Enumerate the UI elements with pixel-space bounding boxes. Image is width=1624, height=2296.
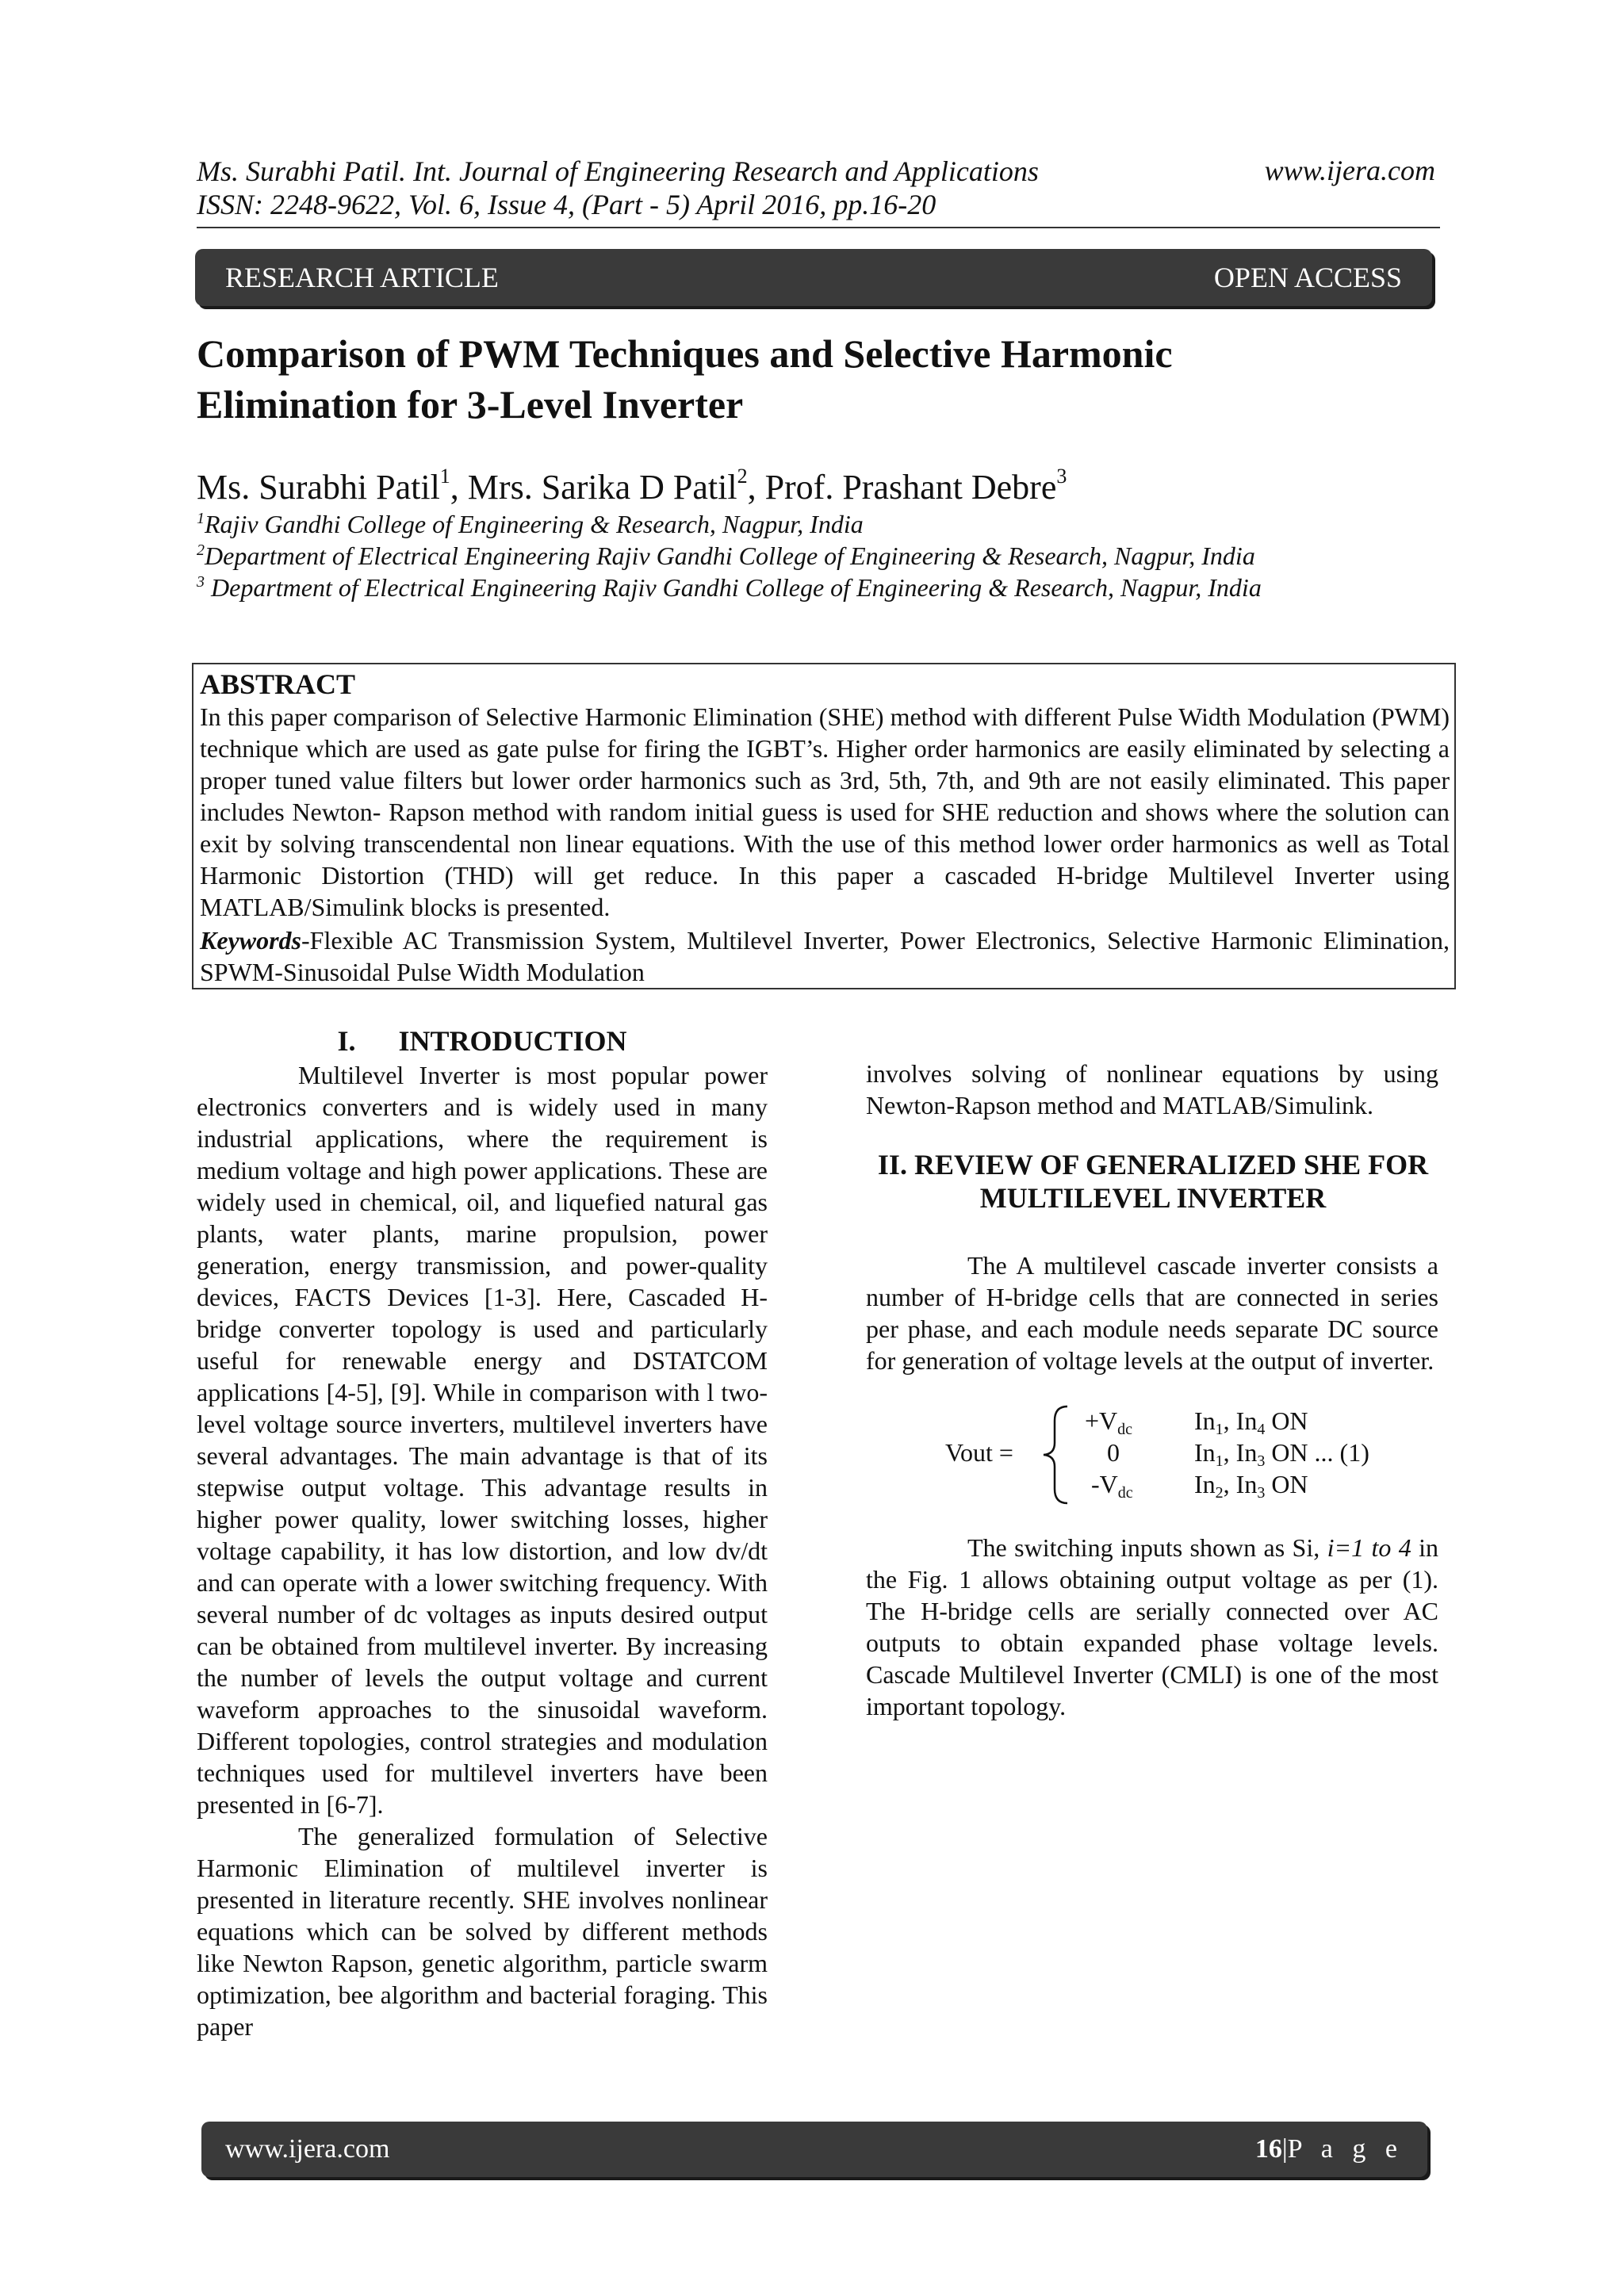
text-run: in the Fig. 1 allows obtaining output voltage as per (1). The H-bridge cells are serially connected over AC outputs to obtain expanded phase voltage levels. Cascade Multilevel Inverter (CMLI) is one of the most important topology. — [866, 1533, 1439, 1720]
equation-brace — [1039, 1403, 1071, 1506]
affiliation-mark: 1 — [197, 510, 205, 527]
abstract-body: In this paper comparison of Selective Harmonic Elimination (SHE) method with different Pulse Width Modulation (PWM) technique which are used as gate pulse for firing the IGBT’s. Higher order harmonics are easily eliminated by selecting a proper tuned value filters but lower order harmonics such as 3rd, 5th, 7th, and 9th are not easily eliminated. This paper includes Newton- Rapson method with random initial guess is used for SHE reduction and shows where the solution can exit by solving transcendental non linear equations. With the use of this method lower order harmonics as well as Total Harmonic Distortion (THD) will get reduce. In this paper a cascaded H-bridge Multilevel Inverter using MATLAB/Simulink blocks is presented. — [200, 702, 1450, 921]
header-website-link[interactable]: www.ijera.com — [1264, 155, 1435, 186]
abstract-box — [192, 663, 1456, 989]
affiliation-mark: 3 — [197, 573, 205, 591]
issn-line: ISSN: 2248-9622, Vol. 6, Issue 4, (Part - 5) April 2016, pp.16-20 — [197, 189, 936, 220]
section-heading-introduction: I. INTRODUCTION — [337, 1025, 627, 1057]
author-affiliation-mark: 3 — [1056, 465, 1067, 488]
right-column-continuation: involves solving of nonlinear equations by using Newton-Rapson method and MATLAB/Simulink. — [866, 1059, 1438, 1119]
eq-switch: , In — [1223, 1470, 1258, 1498]
equation-row-2-value — [1107, 1437, 1120, 1468]
eq-switch-sub: 1 — [1215, 1452, 1224, 1470]
section-heading-review-line-1: II. REVIEW OF GENERALIZED SHE FOR — [877, 1149, 1429, 1181]
text-run-italic: i=1 to 4 — [1327, 1533, 1411, 1562]
keywords-text: -Flexible AC Transmission System, Multilevel Inverter, Power Electronics, Selective Harmonic Elimination, SPWM-Sinusoidal Pulse Width Modulation — [200, 926, 1450, 986]
affiliation-mark: 2 — [197, 541, 205, 559]
author-affiliation-mark: 2 — [737, 465, 748, 488]
eq-state: ON — [1265, 1438, 1308, 1467]
title-line-1: Comparison of PWM Techniques and Selective Harmonic — [197, 331, 1173, 376]
equation-row-3-value — [1091, 1468, 1133, 1509]
eq-switch-sub: 1 — [1215, 1421, 1224, 1438]
eq-value: -V — [1091, 1470, 1118, 1498]
author-name: Prof. Prashant Debre — [764, 468, 1057, 507]
footer-bar — [201, 2122, 1427, 2177]
review-paragraph-1-text: The A multilevel cascade inverter consists a number of H-bridge cells that are connected in series per phase, and each module needs separate DC source for generation of voltage levels at the output of inverter. — [866, 1251, 1438, 1375]
eq-switch: In — [1194, 1470, 1216, 1498]
eq-switch-sub: 4 — [1257, 1421, 1266, 1438]
intro-paragraph-2: The generalized formulation of Selective Harmonic Elimination of multilevel inverter is presented in literature recently. SHE involves nonlinear equations which can be solved by different methods like Newton Rapson, genetic algorithm, particle swarm optimization, bee algorithm and bacterial foraging. This paper — [197, 1822, 768, 2041]
author-affiliation-mark: 1 — [439, 465, 450, 488]
review-paragraph-1 — [866, 1249, 1438, 1376]
header-divider — [197, 227, 1440, 228]
eq-value-sub: dc — [1117, 1421, 1133, 1438]
review-paragraph-2-text — [866, 1532, 1438, 1722]
section-heading-review-line-2: MULTILEVEL INVERTER — [979, 1182, 1327, 1214]
left-column — [197, 1059, 768, 2042]
affiliation-text: Department of Electrical Engineering Rajiv Gandhi College of Engineering & Research, Nagpur, India — [205, 541, 1255, 570]
equation-lhs: Vout = — [945, 1438, 1013, 1467]
page-separator: | — [1281, 2134, 1288, 2164]
paper-title — [197, 328, 1434, 430]
eq-state: ON — [1265, 1406, 1308, 1435]
eq-state: ON — [1265, 1470, 1308, 1498]
equation-number: ... (1) — [1314, 1438, 1369, 1467]
eq-switch-sub: 3 — [1257, 1484, 1266, 1502]
eq-value: +V — [1085, 1406, 1118, 1435]
title-line-2: Elimination for 3-Level Inverter — [197, 382, 744, 427]
eq-switch-sub: 3 — [1257, 1452, 1266, 1470]
eq-switch: In — [1194, 1406, 1216, 1435]
journal-citation-line: Ms. Surabhi Patil. Int. Journal of Engineering Research and Applications — [197, 155, 1039, 187]
page-word: P a g e — [1287, 2134, 1404, 2164]
article-type-label: RESEARCH ARTICLE — [225, 262, 499, 293]
intro-paragraph-1: Multilevel Inverter is most popular power electronics converters and is widely used in many industrial applications, where the requirement is medium voltage and high power applications. These are widely used in chemical, oil, and liquefied natural gas plants, water plants, marine propulsion, power generation, energy transmission, and power-quality devices, FACTS Devices [1-3]. Here, Cascaded H-bridge converter topology is used and particularly useful for renewable energy and DSTATCOM applications [4-5], [9]. While in comparison with l two-level voltage source inverters, multilevel inverters have several advantages. The main advantage is that of its stepwise output voltage. This advantage results in higher power quality, lower switching losses, higher voltage capability, it has low distortion, and low dv/dt and can operate with a lower switching frequency. With several number of dc voltages as inputs desired output can be obtained from multilevel inverter. By increasing the number of levels the output voltage and current waveform approaches to the sinusoidal waveform. Different topologies, control strategies and modulation techniques used for multilevel inverters have been presented in [6-7]. — [197, 1061, 768, 1819]
author-name: Mrs. Sarika D Patil — [467, 468, 737, 507]
review-paragraph-2 — [866, 1532, 1438, 1722]
keywords-label: Keywords — [200, 926, 301, 955]
footer-website-link[interactable]: www.ijera.com — [225, 2134, 390, 2164]
eq-switch: , In — [1223, 1406, 1258, 1435]
affiliation-text: Rajiv Gandhi College of Engineering & Research, Nagpur, India — [205, 510, 864, 538]
section-heading-review — [858, 1148, 1448, 1215]
eq-switch: In — [1194, 1438, 1216, 1467]
eq-switch: , In — [1223, 1438, 1258, 1467]
article-type-bar — [195, 249, 1432, 306]
author-name: Ms. Surabhi Patil — [197, 468, 440, 507]
eq-value: 0 — [1107, 1438, 1120, 1467]
page-number — [1255, 2134, 1404, 2164]
author-list: Ms. Surabhi Patil$^1$, Mrs. Sarika D Patil$^2$, Prof. Prashant Debre$^3$ — [197, 465, 1067, 507]
eq-switch-sub: 2 — [1215, 1484, 1224, 1502]
page-number-value: 16 — [1254, 2134, 1282, 2164]
equation-row-3-state — [1194, 1468, 1308, 1509]
text-run: The switching inputs shown as Si, — [967, 1533, 1327, 1562]
access-type-label: OPEN ACCESS — [1213, 262, 1402, 293]
affiliation-text: Department of Electrical Engineering Rajiv Gandhi College of Engineering & Research, Nagpur, India — [205, 573, 1262, 602]
eq-value-sub: dc — [1117, 1484, 1133, 1502]
affiliation-3 — [197, 566, 1262, 603]
keywords — [200, 924, 1450, 988]
abstract-heading: ABSTRACT — [200, 668, 356, 700]
